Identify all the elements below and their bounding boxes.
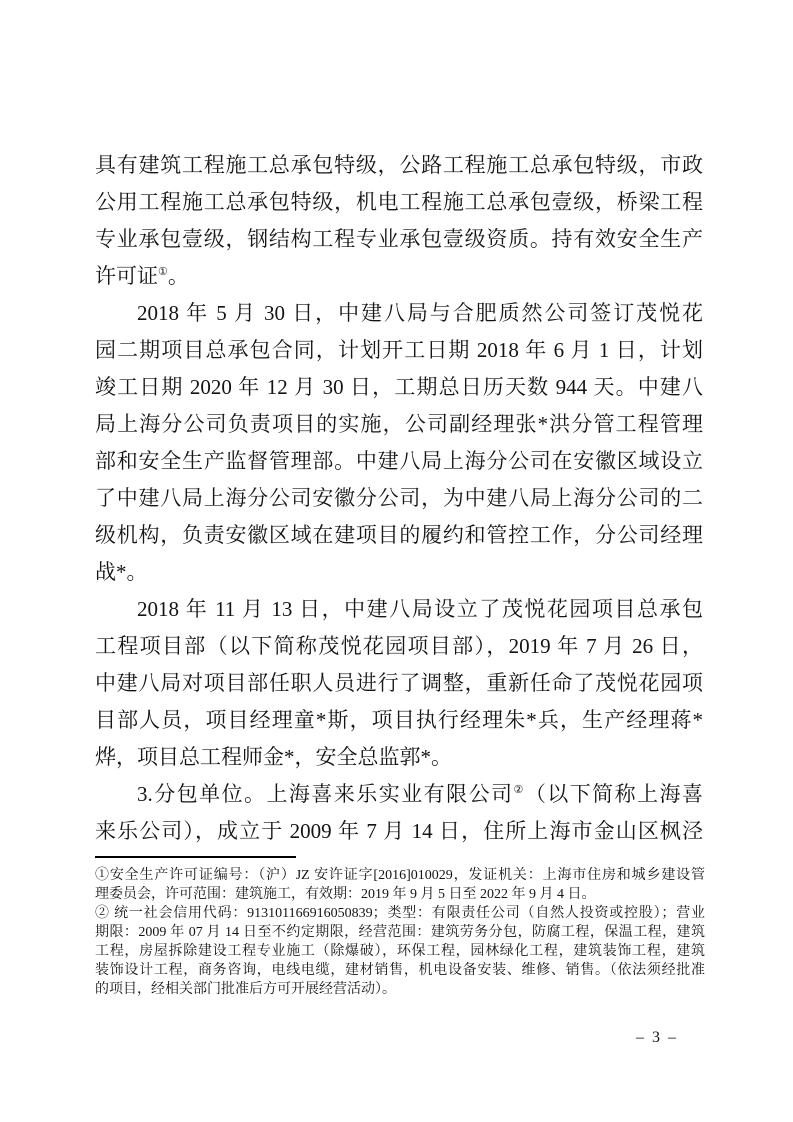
footnote-line: ①安全生产许可证编号：（沪）JZ 安许证字[2016]010029，发证机关：上海市住房和城乡建设管 xyxy=(95,868,705,883)
text-line: 2018 年 5 月 30 日，中建八局与合肥质然公司签订茂悦花 xyxy=(137,301,703,325)
text-line: 了中建八局上海分公司安徽分公司，为中建八局上海分公司的二 xyxy=(95,486,703,510)
text-line: 具有建筑工程施工总承包特级，公路工程施工总承包特级，市政 xyxy=(95,153,703,177)
text-line: 工程项目部（以下简称茂悦花园项目部），2019 年 7 月 26 日， xyxy=(95,634,703,658)
body-paragraph-3 xyxy=(95,591,703,776)
text-line: 来乐公司），成立于 2009 年 7 月 14 日，住所上海市金山区枫泾 xyxy=(95,819,703,843)
footnote-line: 装饰设计工程，商务咨询，电线电缆，建材销售，机电设备安装、维修、销售。（依法须经批准 xyxy=(95,963,705,978)
footnote-line: 理委员会，许可范围：建筑施工，有效期：2019 年 9 月 5 日至 2022 年 9 月 4 日。 xyxy=(95,887,596,902)
text-line xyxy=(95,258,703,295)
text-segment: 。 xyxy=(167,264,189,288)
text-line: 目部人员，项目经理童*斯，项目执行经理朱*兵，生产经理蒋* xyxy=(95,708,703,732)
text-line: 竣工日期 2020 年 12 月 30 日，工期总日历天数 944 天。中建八 xyxy=(95,375,703,399)
text-line: 烨，项目总工程师金*，安全总监郭*。 xyxy=(95,745,452,769)
document-body xyxy=(95,147,703,850)
text-line: 战*。 xyxy=(95,560,148,584)
footnote-line: 期限：2009 年 07 月 14 日至不约定期限，经营范围：建筑劳务分包，防腐工程，保温工程，建筑 xyxy=(95,925,705,940)
footnote-line: 工程，房屋拆除建设工程专业施工（除爆破），环保工程，园林绿化工程，建筑装饰工程，建筑 xyxy=(95,944,705,959)
page-number: – 3 – xyxy=(636,1029,678,1046)
text-line: 中建八局对项目部任职人员进行了调整，重新任命了茂悦花园项 xyxy=(95,671,703,695)
footnotes-section xyxy=(95,866,705,999)
footnote-line: 的项目，经相关部门批准后方可开展经营活动）。 xyxy=(95,982,396,997)
text-line: 专业承包壹级，钢结构工程专业承包壹级资质。持有效安全生产 xyxy=(95,227,703,251)
text-line: 级机构，负责安徽区域在建项目的履约和管控工作，分公司经理 xyxy=(95,523,703,547)
text-segment: （以下简称上海喜 xyxy=(524,782,703,806)
body-paragraph-4 xyxy=(95,776,703,850)
text-line: 公用工程施工总承包特级，机电工程施工总承包壹级，桥梁工程 xyxy=(95,190,703,214)
body-paragraph-2 xyxy=(95,295,703,591)
text-line: 2018 年 11 月 13 日，中建八局设立了茂悦花园项目总承包 xyxy=(137,597,703,621)
footnote-ref-2: ② xyxy=(513,784,525,796)
footnote-1 xyxy=(95,866,705,904)
text-line xyxy=(95,776,703,813)
footnote-2 xyxy=(95,904,705,999)
text-line: 局上海分公司负责项目的实施，公司副经理张*洪分管工程管理 xyxy=(95,412,703,436)
text-segment: 3.分包单位。上海喜来乐实业有限公司 xyxy=(137,782,514,806)
footnote-separator-rule xyxy=(95,856,296,858)
body-paragraph-1 xyxy=(95,147,703,295)
footnote-ref-1: ① xyxy=(158,266,168,278)
text-line: 园二期项目总承包合同，计划开工日期 2018 年 6 月 1 日，计划 xyxy=(95,338,703,362)
footnote-line: ② 统一社会信用代码：913101166916050839；类型：有限责任公司（自然人投资或控股）；营业 xyxy=(95,906,705,921)
text-line: 部和安全生产监督管理部。中建八局上海分公司在安徽区域设立 xyxy=(95,449,703,473)
text-segment: 许可证 xyxy=(95,264,158,288)
